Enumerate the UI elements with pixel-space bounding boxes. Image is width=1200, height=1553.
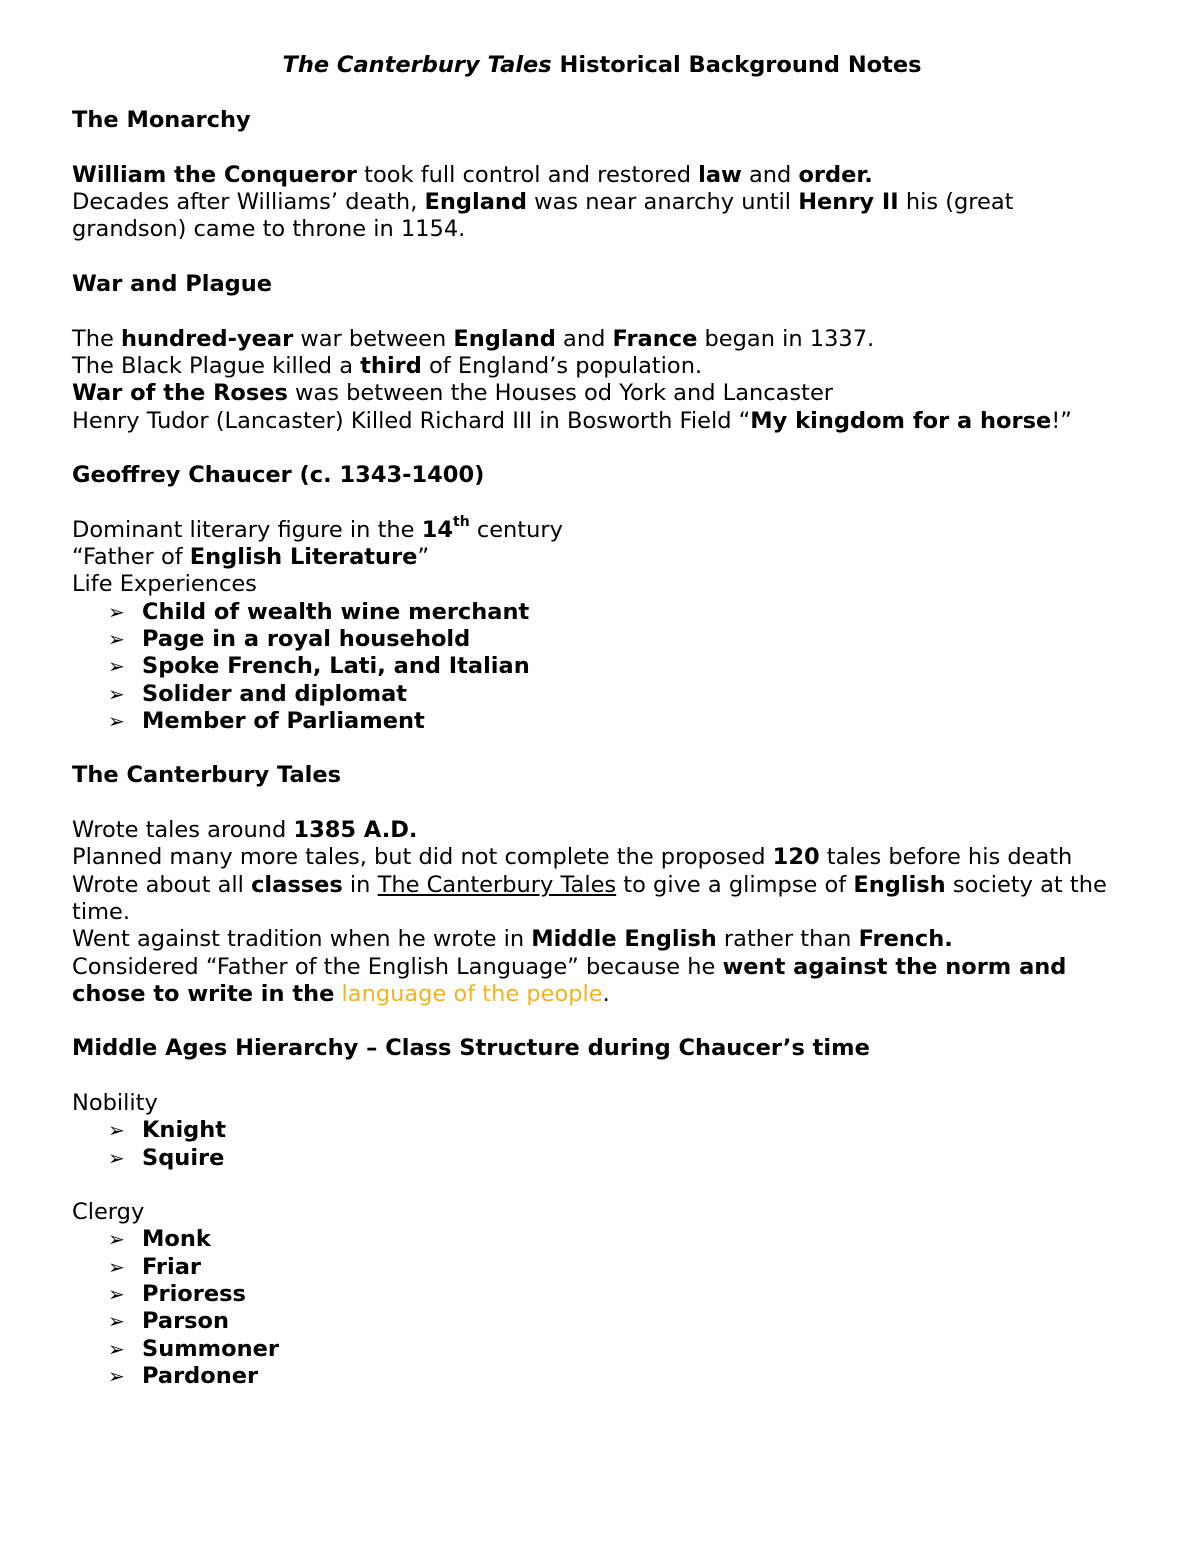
- heading-canterbury-tales: The Canterbury Tales: [72, 762, 342, 789]
- war-line-3: War of the Roses was between the Houses od York and Lancaster: [72, 380, 834, 407]
- heading-hierarchy: Middle Ages Hierarchy – Class Structure during Chaucer’s time: [72, 1035, 870, 1062]
- war-line-4: Henry Tudor (Lancaster) Killed Richard III in Bosworth Field “My kingdom for a horse!”: [72, 407, 1072, 434]
- arrow-bullet-icon: ➢: [108, 654, 125, 679]
- list-item: ➢ Child of wealth wine merchant: [108, 598, 530, 625]
- arrow-bullet-icon: ➢: [108, 626, 125, 651]
- monarchy-line-2: Decades after Williams’ death, England was near anarchy until Henry II his (great grandson) came to throne in 1154.: [72, 189, 1014, 243]
- nobility-label: Nobility: [72, 1089, 158, 1116]
- superscript-th: th: [453, 514, 470, 531]
- chaucer-line-2: “Father of English Literature”: [72, 544, 430, 571]
- war-line-2: The Black Plague killed a third of England’s population.: [72, 352, 703, 379]
- arrow-bullet-icon: ➢: [108, 1309, 125, 1334]
- arrow-bullet-icon: ➢: [108, 708, 125, 733]
- list-item: ➢ Spoke French, Lati, and Italian: [108, 653, 530, 680]
- document-title: [72, 52, 1132, 79]
- arrow-bullet-icon: ➢: [108, 1336, 125, 1361]
- war-line-1: The hundred-year war between England and France began in 1337.: [72, 325, 875, 352]
- heading-chaucer: Geoffrey Chaucer (c. 1343-1400): [72, 462, 485, 489]
- list-item: ➢ Pardoner: [108, 1362, 259, 1389]
- chaucer-line-3: Life Experiences: [72, 571, 257, 598]
- title-italic: The Canterbury Tales: [282, 52, 552, 78]
- tales-line-1: Wrote tales around 1385 A.D.: [72, 817, 418, 844]
- list-item: ➢ Page in a royal household: [108, 625, 471, 652]
- list-item: ➢ Knight: [108, 1117, 227, 1144]
- heading-war-and-plague: War and Plague: [72, 271, 273, 298]
- list-item: ➢ Summoner: [108, 1335, 279, 1362]
- list-item: ➢ Monk: [108, 1226, 211, 1253]
- life-experiences-list: [72, 599, 1132, 735]
- tales-line-4: Went against tradition when he wrote in Middle English rather than French.: [72, 926, 953, 953]
- clergy-list: [72, 1226, 1132, 1390]
- tales-line-2: Planned many more tales, but did not complete the proposed 120 tales before his death: [72, 844, 1073, 871]
- list-item: ➢ Squire: [108, 1144, 225, 1171]
- chaucer-line-1: Dominant literary figure in the 14th century: [72, 514, 563, 543]
- tales-line-5: Considered “Father of the English Language” because he went against the norm and chose to write in the language of the people.: [72, 953, 1067, 1007]
- arrow-bullet-icon: ➢: [108, 1118, 125, 1143]
- heading-monarchy: The Monarchy: [72, 107, 251, 134]
- list-item: ➢ Member of Parliament: [108, 707, 425, 734]
- arrow-bullet-icon: ➢: [108, 1145, 125, 1170]
- clergy-label: Clergy: [72, 1199, 145, 1226]
- title-rest: Historical Background Notes: [551, 52, 922, 78]
- arrow-bullet-icon: ➢: [108, 681, 125, 706]
- arrow-bullet-icon: ➢: [108, 599, 125, 624]
- tales-line-3: Wrote about all classes in The Canterbury Tales to give a glimpse of English society at the time.: [72, 871, 1107, 925]
- list-item: ➢ Friar: [108, 1253, 202, 1280]
- arrow-bullet-icon: ➢: [108, 1282, 125, 1307]
- arrow-bullet-icon: ➢: [108, 1363, 125, 1388]
- nobility-list: [72, 1117, 1132, 1172]
- arrow-bullet-icon: ➢: [108, 1227, 125, 1252]
- list-item: ➢ Prioress: [108, 1281, 246, 1308]
- list-item: ➢ Solider and diplomat: [108, 680, 408, 707]
- highlighted-phrase: language of the people: [341, 980, 603, 1007]
- arrow-bullet-icon: ➢: [108, 1254, 125, 1279]
- document-page: [72, 52, 1132, 1390]
- list-item: ➢ Parson: [108, 1308, 230, 1335]
- monarchy-line-1: William the Conqueror took full control and restored law and order.: [72, 161, 873, 188]
